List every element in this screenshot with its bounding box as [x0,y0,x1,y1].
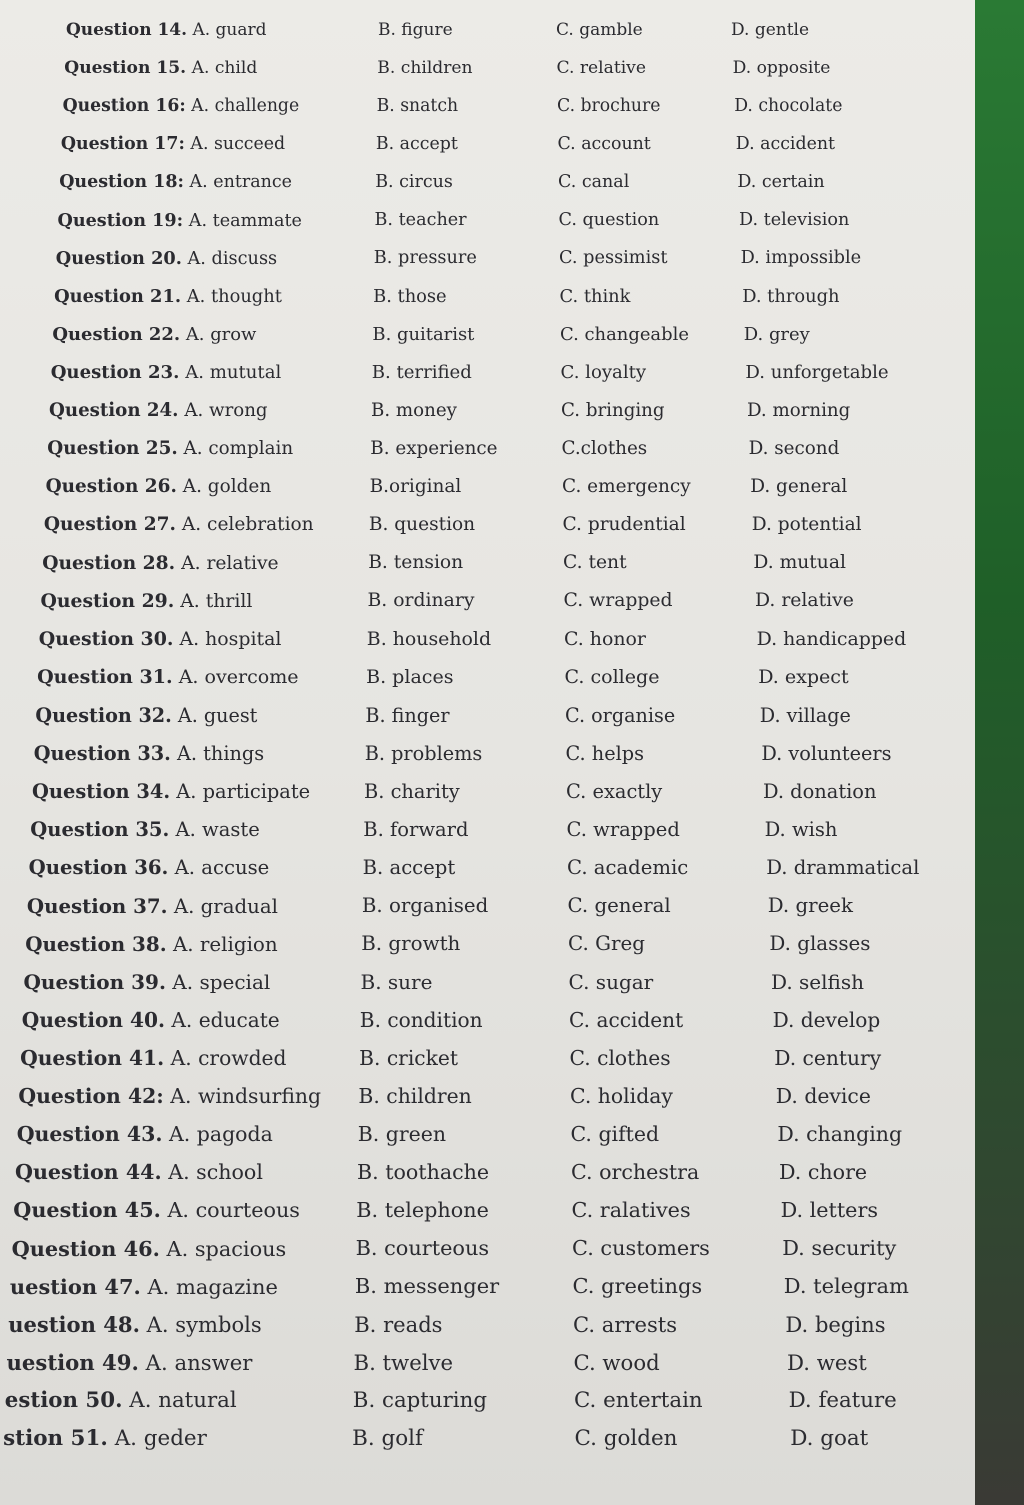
question-label [51,362,282,383]
question-row [0,172,975,202]
question-row [0,248,975,278]
option-b: B.original [369,476,462,497]
option-a: A. thought [186,286,282,307]
question-label [22,1008,280,1032]
option-c: C. exactly [566,780,663,803]
option-d: D. develop [772,1008,881,1032]
option-b: B. finger [365,704,450,727]
option-d: D. general [750,476,848,497]
option-a: A. wrong [184,400,268,421]
option-b: B. accept [375,134,458,154]
option-d: D. chore [779,1160,868,1184]
question-number: Question 41. [20,1046,165,1070]
option-d: D. wish [764,818,838,841]
question-label [54,286,282,307]
option-d: D. chocolate [734,96,843,116]
question-row [0,1388,975,1418]
option-c: C. question [558,210,660,230]
question-number: Question 28. [42,552,176,574]
question-row [0,628,975,658]
option-d: D. second [748,438,840,459]
question-number: Question 30. [38,628,174,650]
option-d: D. certain [737,172,825,192]
question-row [0,362,975,392]
option-b: B. ordinary [367,590,475,611]
question-row [0,58,975,88]
question-number: Question 14. [66,20,188,40]
option-a: A. succeed [190,134,286,154]
option-a: A. guest [177,704,258,727]
question-label [10,1274,278,1299]
question-label [35,704,257,727]
option-d: D. opposite [732,58,831,78]
question-label [56,248,277,269]
option-d: D. feature [788,1388,897,1413]
option-a: A. spacious [166,1237,287,1261]
option-c: C. honor [564,628,646,650]
option-b: B. pressure [373,248,477,268]
option-c: C. think [559,286,631,307]
option-b: B. accept [362,856,456,879]
option-d: D. changing [777,1122,903,1146]
question-number: Question 27. [43,514,176,535]
option-c: C. pessimist [559,248,668,268]
question-row [0,96,975,126]
question-number: Question 24. [49,400,179,421]
option-c: C. bringing [561,400,665,421]
question-row [0,894,975,924]
option-b: B. household [366,628,492,650]
option-b: B. guitarist [372,324,475,345]
question-label [49,400,268,421]
question-row [0,590,975,620]
option-c: C. college [564,666,660,688]
question-row [0,400,975,430]
question-row [0,666,975,696]
option-a: A. courteous [167,1198,300,1222]
option-d: D. west [787,1350,867,1375]
option-c: C. customers [572,1236,710,1260]
option-c: C. greetings [572,1274,703,1298]
question-label [5,1388,237,1413]
option-d: D. impossible [740,248,862,268]
question-row [0,1236,975,1266]
question-row [0,856,975,886]
option-b: B. cricket [359,1046,459,1070]
option-d: D. through [742,286,840,307]
option-d: D. letters [780,1198,878,1222]
question-label [41,590,253,612]
option-c: C. account [557,134,651,154]
option-b: B. teacher [374,210,467,230]
option-b: B. circus [375,172,453,192]
question-label [42,552,278,574]
question-number: Question 17: [60,134,185,154]
option-c: C. prudential [562,514,686,535]
option-a: A. crowded [170,1046,287,1070]
question-number: estion 50. [4,1388,123,1413]
option-c: C. helps [565,742,644,765]
option-d: D. telegram [783,1274,909,1298]
option-c: C. holiday [570,1084,673,1108]
option-b: B. sure [360,970,433,994]
option-c: C. general [567,894,671,917]
option-a: A. hospital [179,628,282,650]
question-row [0,476,975,506]
option-b: B. growth [361,932,461,955]
question-row [0,1350,975,1380]
option-a: A. child [191,58,258,78]
question-number: Question 42: [18,1084,164,1108]
question-number: Question 37. [26,894,168,918]
question-row [0,1274,975,1304]
option-b: B. reads [354,1312,443,1337]
option-c: C. brochure [557,96,661,116]
question-number: Question 16: [62,96,186,116]
option-d: D. handicapped [756,628,907,650]
question-row [0,970,975,1000]
option-d: D. gentle [731,20,810,40]
question-label [63,96,300,116]
option-b: B. green [357,1122,447,1146]
option-a: A. geder [114,1426,207,1451]
option-c: C. arrests [573,1312,678,1337]
question-label [3,1426,207,1451]
option-c: C. orchestra [571,1160,700,1184]
question-label [52,324,256,345]
option-d: D. television [739,210,850,230]
question-label [46,476,272,497]
question-row [0,742,975,772]
option-b: B. terrified [371,362,472,383]
option-a: A. natural [129,1388,237,1413]
option-b: B. charity [364,780,460,803]
option-c: C.clothes [561,438,648,459]
option-d: D. donation [763,780,877,803]
option-b: B. money [371,400,457,421]
option-d: D. village [759,704,851,727]
option-b: B. golf [352,1426,423,1451]
option-b: B. tension [368,552,464,573]
option-a: A. special [172,970,271,994]
question-number: Question 34. [32,780,171,803]
option-c: C. gamble [556,20,643,40]
question-number: uestion 48. [8,1312,140,1337]
option-a: A. golden [182,476,272,497]
option-a: A. entrance [189,172,292,192]
question-number: Question 23. [50,362,180,383]
question-label [37,666,298,688]
question-number: Question 20. [55,248,182,269]
option-b: B. those [373,286,447,307]
question-row [0,1312,975,1342]
option-c: C. gifted [570,1122,660,1146]
question-row [0,1084,975,1114]
question-number: Question 40. [21,1008,165,1032]
question-number: Question 44. [15,1160,162,1184]
option-d: D. begins [785,1312,886,1337]
option-d: D. goat [790,1426,869,1451]
question-label [17,1122,273,1146]
option-c: C. loyalty [560,362,647,383]
option-d: D. mutual [753,552,846,573]
option-d: D. device [775,1084,871,1108]
option-c: C. changeable [560,324,689,345]
option-a: A. waste [175,818,260,841]
option-a: A. things [177,742,265,765]
option-c: C. academic [567,856,689,879]
option-b: B. organised [361,894,489,917]
option-b: B. problems [364,742,483,765]
question-row [0,818,975,848]
question-number: uestion 47. [9,1274,141,1299]
option-b: B. courteous [355,1236,490,1260]
question-number: Question 39. [23,970,166,994]
question-number: Question 15. [64,58,187,78]
option-d: D. greek [767,894,853,917]
question-label [34,742,264,765]
option-d: D. drammatical [766,856,920,879]
question-number: Question 46. [11,1236,160,1261]
option-a: A. discuss [187,249,278,269]
option-c: C. relative [556,58,646,78]
question-row [0,704,975,734]
question-number: uestion 49. [6,1350,139,1375]
question-row [0,552,975,582]
question-number: Question 36. [28,856,169,879]
option-c: C. clothes [569,1046,671,1070]
question-number: Question 43. [16,1122,163,1146]
option-a: A. celebration [181,514,314,535]
option-a: A. overcome [178,666,299,688]
question-number: Question 31. [37,666,173,688]
question-row [0,932,975,962]
option-b: B. experience [370,438,498,459]
question-number: stion 51. [3,1426,108,1451]
question-label [8,1312,262,1337]
option-a: A. challenge [191,96,300,116]
question-row [0,1008,975,1038]
option-c: C. wood [573,1350,660,1375]
option-d: D. relative [755,590,854,611]
question-label [39,628,282,650]
question-label [18,1084,321,1108]
option-b: B. twelve [353,1350,454,1375]
option-d: D. selfish [771,970,865,994]
option-b: B. messenger [354,1274,500,1298]
question-label [44,514,314,535]
option-a: A. thrill [180,591,253,612]
option-a: A. pagoda [168,1122,273,1146]
option-c: C. wrapped [566,818,680,841]
option-c: C. ralatives [571,1198,691,1222]
question-label [13,1198,300,1222]
option-c: C. tent [563,552,627,573]
question-row [0,1426,975,1456]
option-b: B. toothache [357,1160,490,1184]
option-a: A. accuse [174,856,270,879]
option-a: A. grow [185,324,257,345]
option-b: B. figure [378,20,453,40]
question-row [0,514,975,544]
option-a: A. guard [192,20,267,40]
option-d: D. potential [751,514,862,535]
question-row [0,324,975,354]
option-a: A. teammate [188,211,302,231]
question-label [29,856,270,879]
question-label [32,780,310,803]
question-row [0,134,975,164]
question-label [58,210,302,231]
option-a: A. religion [172,933,278,956]
question-number: Question 38. [25,932,167,956]
background-edge [975,0,1024,1505]
option-b: B. capturing [352,1388,487,1413]
option-c: C. emergency [562,476,691,497]
question-row [0,1122,975,1152]
question-row [0,438,975,468]
question-number: Question 22. [52,324,181,345]
option-d: D. grey [743,324,810,345]
question-row [0,20,975,50]
question-label [27,894,278,918]
option-a: A. symbols [146,1312,262,1337]
question-label [12,1236,287,1261]
option-d: D. expect [758,666,849,688]
option-c: C. entertain [574,1388,703,1413]
option-b: B. places [366,666,454,688]
question-number: Question 19: [57,210,184,231]
question-row [0,210,975,240]
option-d: D. morning [747,400,851,421]
option-d: D. glasses [769,932,871,955]
option-b: B. condition [359,1008,483,1032]
question-number: Question 21. [54,286,182,307]
option-a: A. participate [176,780,311,803]
question-number: Question 25. [47,438,178,459]
question-number: Question 26. [45,476,177,497]
option-d: D. security [782,1236,897,1260]
option-c: C. organise [565,704,676,727]
option-b: B. question [368,514,476,535]
option-a: A. mututal [185,362,282,383]
option-d: D. unforgetable [745,362,889,383]
question-label [15,1160,263,1184]
question-row [0,1198,975,1228]
option-d: D. volunteers [761,742,892,765]
option-a: A. gradual [173,895,278,918]
option-b: B. forward [363,818,469,841]
question-row [0,1160,975,1190]
option-a: A. educate [171,1008,280,1032]
option-a: A. complain [183,438,294,459]
question-number: Question 45. [13,1198,161,1222]
question-number: Question 32. [35,704,172,727]
option-a: A. relative [181,553,279,574]
question-number: Question 35. [30,818,170,841]
option-c: C. golden [574,1426,678,1451]
option-c: C. Greg [568,932,645,955]
question-number: Question 18: [59,172,184,192]
question-label [30,818,259,841]
question-label [24,970,271,994]
option-a: A. school [168,1160,263,1184]
question-label [64,58,257,78]
question-label [59,172,292,192]
question-row [0,286,975,316]
question-label [66,20,267,40]
option-b: B. children [358,1084,472,1108]
question-label [25,932,277,956]
option-d: D. accident [735,134,836,154]
question-row [0,1046,975,1076]
option-b: B. telephone [356,1198,489,1222]
question-number: Question 33. [33,742,171,765]
option-b: B. children [377,58,473,78]
option-d: D. century [774,1046,882,1070]
option-a: A. magazine [147,1275,278,1299]
option-b: B. snatch [376,96,459,116]
option-a: A. answer [145,1350,253,1375]
option-c: C. canal [558,172,630,192]
question-row [0,780,975,810]
question-label [61,134,285,154]
option-c: C. sugar [568,970,654,994]
question-number: Question 29. [40,590,175,612]
question-label [7,1350,253,1375]
option-c: C. accident [569,1008,684,1032]
question-label [47,438,293,459]
question-label [20,1046,286,1070]
option-c: C. wrapped [563,590,673,611]
option-a: A. windsurfing [170,1084,322,1108]
